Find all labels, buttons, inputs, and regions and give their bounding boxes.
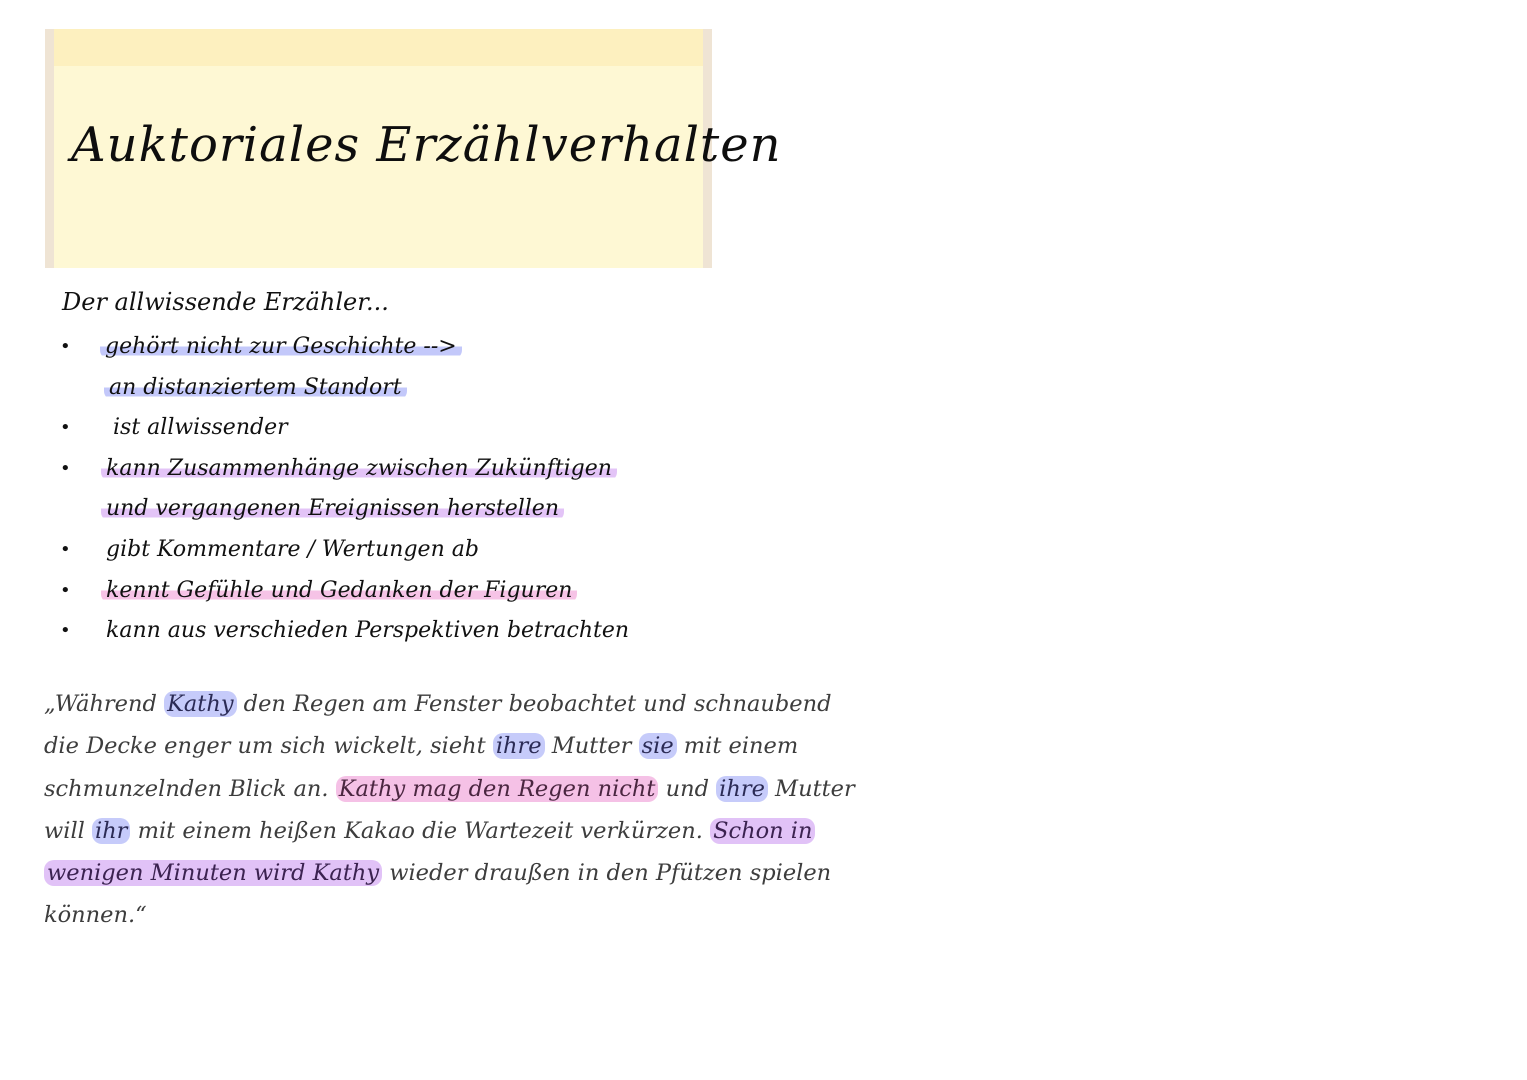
highlight-feelings: Kathy mag den Regen nicht: [336, 776, 659, 802]
list-item-text: ist allwissender: [113, 415, 288, 441]
quote-text: den Regen am Fenster beobachtet und schnaubend: [236, 691, 832, 717]
quote-text: „Während: [44, 691, 165, 717]
highlight-pronoun: ihr: [92, 818, 130, 844]
quote-text: die Decke enger um sich wickelt, sieht: [44, 733, 493, 760]
example-quote: [44, 683, 855, 937]
bullet-icon: •: [60, 579, 71, 601]
quote-line: [44, 894, 844, 936]
quote-text: Mutter: [767, 775, 855, 802]
quote-text: will: [44, 817, 92, 844]
highlight-future: Schon in: [710, 818, 815, 844]
highlight-pronoun: ihre: [716, 776, 768, 802]
highlight-future: wenigen Minuten wird Kathy: [44, 860, 382, 886]
list-item-text: gehört nicht zur Geschichte -->: [100, 334, 462, 359]
bullet-icon: •: [60, 620, 71, 642]
bullet-icon: •: [60, 417, 71, 439]
quote-text: Mutter: [544, 733, 639, 760]
quote-text: können.“: [44, 902, 147, 929]
quote-text: schmunzelnden Blick an.: [44, 775, 336, 802]
bullet-icon: •: [60, 457, 71, 479]
highlight-character: Kathy: [164, 691, 236, 717]
sticky-note-tape: [54, 29, 703, 66]
list-item-text: kann aus verschieden Perspektiven betrachten: [106, 618, 630, 644]
quote-line: [44, 852, 844, 894]
quote-text: mit einem: [676, 733, 799, 760]
intro-text: Der allwissende Erzähler...: [62, 288, 389, 316]
bullet-icon: •: [60, 336, 71, 357]
page-title: Auktoriales Erzählverhalten: [71, 117, 782, 173]
quote-line: [44, 768, 855, 810]
quote-line: [44, 725, 844, 767]
list-item-text: an distanziertem Standort: [104, 375, 407, 400]
quote-text: und: [658, 775, 717, 802]
list-item-text: gibt Kommentare / Wertungen ab: [106, 536, 479, 562]
highlight-pronoun: sie: [639, 733, 677, 759]
quote-text: mit einem heißen Kakao die Wartezeit verkürzen.: [130, 817, 711, 844]
quote-line: [44, 683, 844, 725]
highlight-pronoun: ihre: [493, 733, 545, 759]
title-sticky-note: [45, 29, 782, 268]
list-item-text: kennt Gefühle und Gedanken der Figuren: [101, 578, 577, 603]
bullet-icon: •: [60, 538, 71, 560]
list-item-text: und vergangenen Ereignissen herstellen: [101, 496, 564, 521]
quote-text: wieder draußen in den Pfützen spielen: [382, 860, 832, 887]
list-item-text: kann Zusammenhänge zwischen Zukünftigen: [101, 456, 617, 481]
quote-line: [44, 810, 844, 852]
